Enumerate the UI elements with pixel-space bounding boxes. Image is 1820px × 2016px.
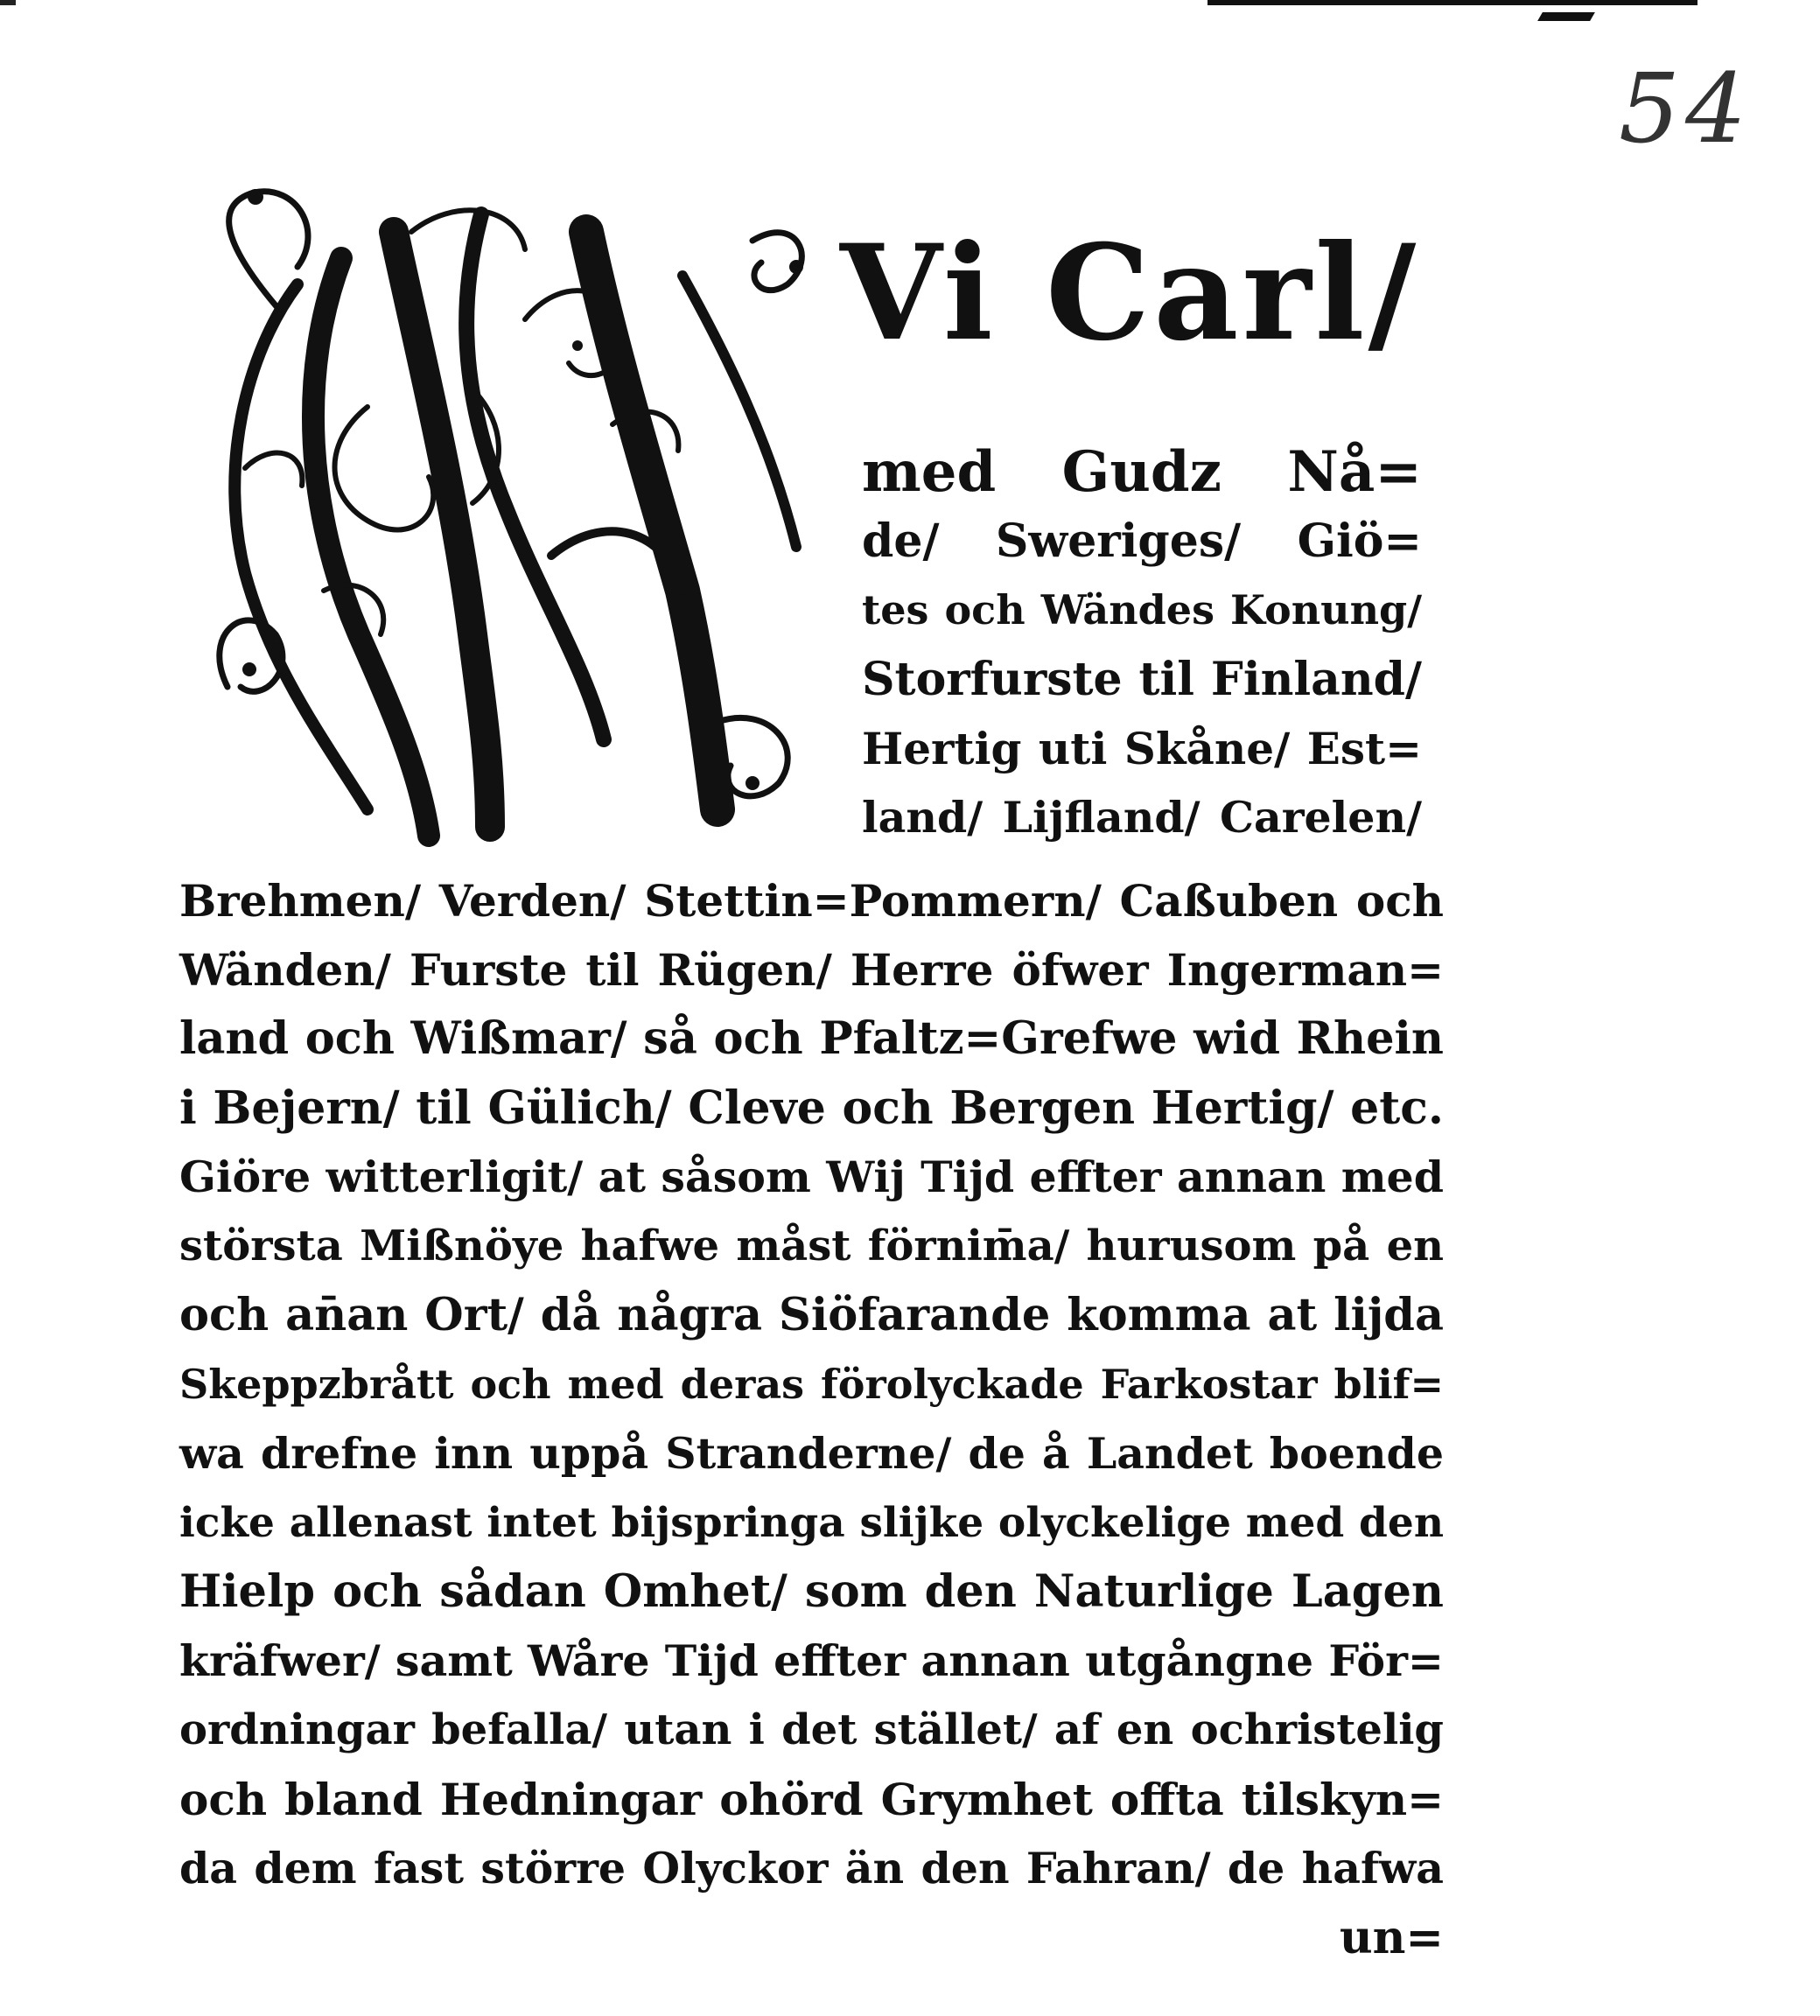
text-line: wa drefne inn uppå Stranderne/ de å Landet boende <box>179 1428 1444 1479</box>
text-line: da dem fast större Olyckor än den Fahran/ de hafwa <box>179 1843 1444 1894</box>
text-line: de/ Sweriges/ Giö= <box>862 514 1422 568</box>
text-line: Hertig uti Skåne/ Est= <box>862 723 1422 774</box>
body-text <box>179 866 1444 1972</box>
text-line: land/ Lijfland/ Carelen/ <box>862 792 1422 843</box>
text-line: Wänden/ Furste til Rügen/ Herre öfwer Ingerman= <box>179 944 1444 996</box>
catchword: un= <box>1339 1911 1444 1964</box>
text-line: Hielp och sådan Omhet/ som den Naturlige Lagen <box>179 1565 1444 1618</box>
folio-number: 54 <box>1619 52 1752 164</box>
text-line: icke allenast intet bijspringa slijke olyckelige med den <box>179 1499 1444 1547</box>
text-line: land och Wißmar/ så och Pfaltz=Grefwe wid Rhein <box>179 1012 1444 1065</box>
text-line: i Bejern/ til Gülich/ Cleve och Bergen Hertig/ etc. <box>179 1082 1444 1135</box>
text-line: Giöre witterligit/ at såsom Wij Tijd effter annan med <box>179 1152 1444 1202</box>
scan-ink-mark <box>1537 12 1595 21</box>
scan-mark-left <box>0 0 16 5</box>
text-line: Storfurste til Finland/ <box>862 653 1422 706</box>
text-line: Brehmen/ Verden/ Stettin=Pommern/ Caßuben och <box>179 875 1444 927</box>
text-line: och an̄an Ort/ då några Siöfarande komma at lijda <box>179 1289 1444 1341</box>
text-line: och bland Hedningar ohörd Grymhet offta tilskyn= <box>179 1774 1444 1825</box>
text-line: största Mißnöye hafwe måst förnim̄a/ hurusom på en <box>179 1222 1444 1270</box>
text-line: kräfwer/ samt Wåre Tijd effter annan utgångne För= <box>179 1635 1444 1686</box>
decorated-initial-w <box>192 179 822 862</box>
proclamation-heading: Vi Carl/ <box>840 216 1420 370</box>
text-line: tes och Wändes Konung/ <box>862 586 1422 634</box>
text-line: med Gudz Nå= <box>862 439 1422 505</box>
royal-titles <box>862 438 1422 852</box>
text-line: ordningar befalla/ utan i det stället/ af en ochristelig <box>179 1705 1444 1754</box>
text-line: Skeppzbrått och med deras förolyckade Farkostar blif= <box>179 1361 1444 1408</box>
scan-edge-line <box>1208 0 1698 5</box>
